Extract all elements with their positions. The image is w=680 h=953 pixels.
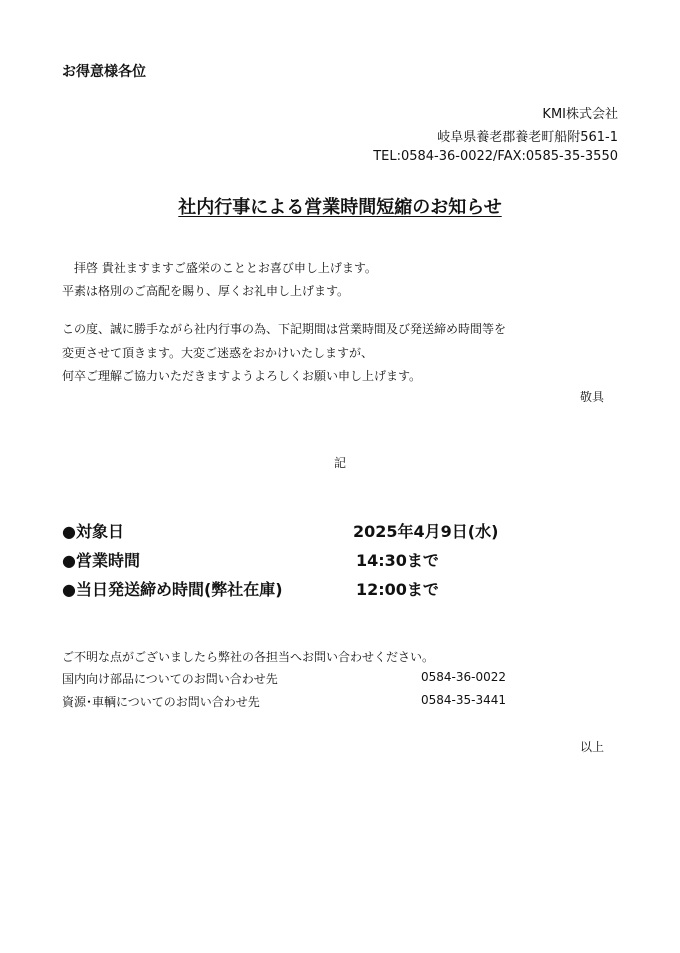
end-mark: 以上 (579, 740, 604, 754)
item-label-shipping-cutoff: ●当日発送締め時間(弊社在庫) (62, 580, 283, 599)
item-value-business-hours: 14:30まで (356, 551, 439, 570)
contact-label-resources: 資源･車輌についてのお問い合わせ先 (62, 695, 260, 709)
sender-phone-fax: TEL:0584-36-0022/FAX:0585-35-3550 (373, 149, 618, 164)
sender-company: KMI株式会社 (542, 107, 618, 122)
document-title-text: 社内行事による営業時間短縮のお知らせ (178, 197, 502, 218)
contact-value-parts: 0584-36-0022 (421, 670, 507, 684)
body-line-3: 何卒ご理解ご協力いただきますようよろしくお願い申し上げます。 (62, 369, 422, 383)
body-line-1: この度、誠に勝手ながら社内行事の為、下記期間は営業時間及び発送締め時間等を (62, 322, 507, 336)
body-line-2: 変更させて頂きます。大変ご迷惑をおかけいたしますが、 (62, 346, 374, 360)
greeting-line-1: 拝啓 貴社ますますご盛栄のこととお喜び申し上げます。 (74, 261, 377, 275)
contact-intro: ご不明な点がございましたら弊社の各担当へお問い合わせください。 (62, 650, 435, 664)
item-value-target-date: 2025年4月9日(水) (353, 522, 499, 541)
greeting-line-2: 平素は格別のご高配を賜り、厚くお礼申し上げます。 (62, 284, 350, 298)
item-label-business-hours: ●営業時間 (62, 551, 140, 570)
document-title (0, 193, 680, 219)
contact-value-resources: 0584-35-3441 (421, 693, 507, 707)
closing-keigu: 敬具 (579, 390, 604, 404)
sender-address: 岐阜県養老郡養老町船附561-1 (437, 130, 618, 145)
ki-mark: 記 (333, 456, 346, 470)
item-value-shipping-cutoff: 12:00まで (356, 580, 439, 599)
item-label-target-date: ●対象日 (62, 522, 124, 541)
recipient: お得意様各位 (62, 64, 146, 80)
contact-label-parts: 国内向け部品についてのお問い合わせ先 (62, 672, 278, 686)
